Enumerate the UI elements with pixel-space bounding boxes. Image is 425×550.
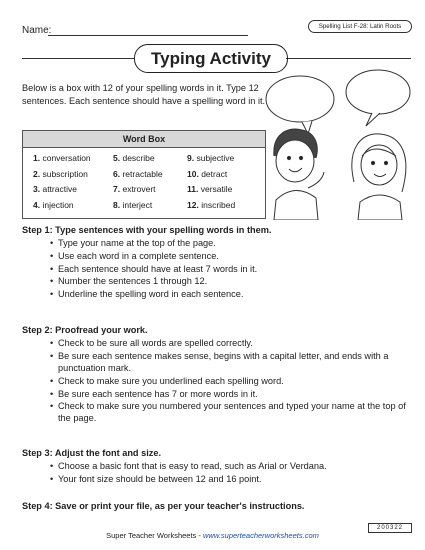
word-box-title: Word Box bbox=[23, 131, 265, 148]
footer-text: Super Teacher Worksheets - bbox=[106, 531, 203, 540]
list-item: • Use each word in a complete sentence. bbox=[58, 250, 412, 262]
intro-text: Below is a box with 12 of your spelling words in it. Type 12 sentences. Each sentence should have a spelling word in it. bbox=[22, 83, 266, 106]
word-item: 5. describe bbox=[113, 153, 155, 163]
step-list bbox=[22, 337, 412, 424]
word-box bbox=[22, 130, 266, 219]
step-title: Step 1: Type sentences with your spelling words in them. bbox=[22, 225, 272, 235]
girl-face bbox=[361, 145, 397, 185]
speech-bubble-right bbox=[346, 70, 410, 114]
list-item: • Check to be sure all words are spelled correctly. bbox=[58, 337, 412, 349]
word-item: 8. interject bbox=[113, 199, 153, 210]
word-item: 10. detract bbox=[187, 168, 228, 179]
name-label: Name: bbox=[22, 25, 52, 36]
speech-bubble-left bbox=[266, 76, 334, 122]
list-item: • Be sure each sentence makes sense, begins with a capital letter, and ends with a punctuation mark. bbox=[58, 350, 412, 374]
list-item: • Check to make sure you numbered your sentences and typed your name at the top of the page. bbox=[58, 400, 412, 424]
title-rule-right bbox=[286, 58, 411, 59]
step-title: Step 3: Adjust the font and size. bbox=[22, 448, 162, 458]
word-box-grid bbox=[23, 148, 265, 218]
list-item: • Type your name at the top of the page. bbox=[58, 237, 412, 249]
step-list bbox=[22, 237, 412, 300]
word-item: 7. extrovert bbox=[113, 184, 156, 194]
step-4 bbox=[22, 500, 412, 512]
word-item: 2. subscription bbox=[33, 168, 88, 179]
boy-shirt bbox=[274, 190, 318, 220]
word-item: 9. subjective bbox=[187, 153, 235, 163]
list-item: • Number the sentences 1 through 12. bbox=[58, 275, 412, 287]
list-item: • Your font size should be between 12 and 16 point. bbox=[58, 473, 412, 485]
list-item: • Be sure each sentence has 7 or more words in it. bbox=[58, 388, 412, 400]
list-item: • Choose a basic font that is easy to read, such as Arial or Verdana. bbox=[58, 460, 412, 472]
step-title: Step 2: Proofread your work. bbox=[22, 325, 148, 335]
word-column bbox=[187, 153, 235, 215]
list-item: • Each sentence should have at least 7 words in it. bbox=[58, 263, 412, 275]
step-1 bbox=[22, 224, 412, 301]
list-item: • Check to make sure you underlined each spelling word. bbox=[58, 375, 412, 387]
word-item: 1. conversation bbox=[33, 153, 91, 163]
step-3 bbox=[22, 447, 412, 486]
step-list bbox=[22, 460, 412, 485]
girl-shirt bbox=[358, 195, 402, 220]
word-item: 3. attractive bbox=[33, 184, 77, 194]
word-column bbox=[33, 153, 113, 215]
word-item: 6. retractable bbox=[113, 168, 163, 179]
word-item: 12. inscribed bbox=[187, 199, 236, 210]
step-2 bbox=[22, 324, 412, 425]
list-item: • Underline the spelling word in each sentence. bbox=[58, 288, 412, 300]
worksheet-code: 200322 bbox=[368, 523, 412, 533]
footer bbox=[0, 531, 425, 540]
word-item: 11. versatile bbox=[187, 184, 233, 194]
step-title: Step 4: Save or print your file, as per your teacher's instructions. bbox=[22, 501, 305, 511]
word-column bbox=[113, 153, 187, 215]
kids-talking-illustration bbox=[262, 64, 418, 220]
name-line bbox=[48, 35, 248, 36]
title-rule-left bbox=[22, 58, 134, 59]
page-title: Typing Activity bbox=[134, 44, 288, 73]
word-item: 4. injection bbox=[33, 199, 74, 210]
list-badge: Spelling List F-28: Latin Roots bbox=[308, 20, 412, 33]
footer-link[interactable]: www.superteacherworksheets.com bbox=[202, 531, 319, 540]
boy-face bbox=[276, 140, 314, 182]
